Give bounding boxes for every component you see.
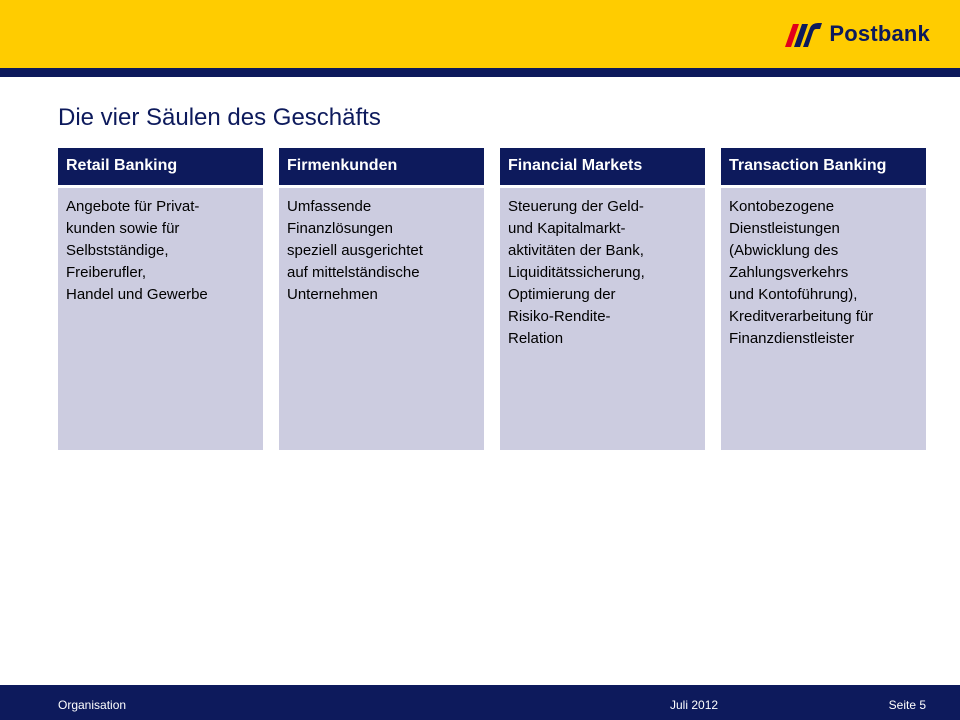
footer-page-number: Seite 5 [888,698,926,712]
pillar-body: Angebote für Privat- kunden sowie für Selbstständige, Freiberufler, Handel und Gewerbe [58,188,263,450]
pillar-body: Umfassende Finanzlösungen speziell ausgerichtet auf mittelständische Unternehmen [279,188,484,450]
footer-section: Organisation [58,698,127,712]
pillar-transaction-banking [721,148,926,450]
pillar-header: Firmenkunden [279,148,484,185]
logo-wordmark: Postbank [829,21,930,46]
pillar-body: Kontobezogene Dienstleistungen (Abwicklung des Zahlungsverkehrs und Kontoführung), Kreditverarbeitung für Finanzdienstleister [721,188,926,450]
header-bar [0,0,960,68]
pillar-retail-banking [58,148,263,450]
header-rule [0,68,960,77]
pillar-header: Financial Markets [500,148,705,185]
page-title: Die vier Säulen des Geschäfts [58,104,381,131]
pillar-header: Retail Banking [58,148,263,185]
footer-date: Juli 2012 [670,698,719,712]
postbank-logo [783,20,930,48]
pillar-body: Steuerung der Geld- und Kapitalmarkt- aktivitäten der Bank, Liquiditätssicherung, Optimierung der Risiko-Rendite- Relation [500,188,705,450]
pillar-header: Transaction Banking [721,148,926,185]
pillar-financial-markets [500,148,705,450]
postbank-logo-icon [783,20,823,48]
footer-bar [0,685,960,720]
pillars-row [58,148,926,450]
pillar-firmenkunden [279,148,484,450]
